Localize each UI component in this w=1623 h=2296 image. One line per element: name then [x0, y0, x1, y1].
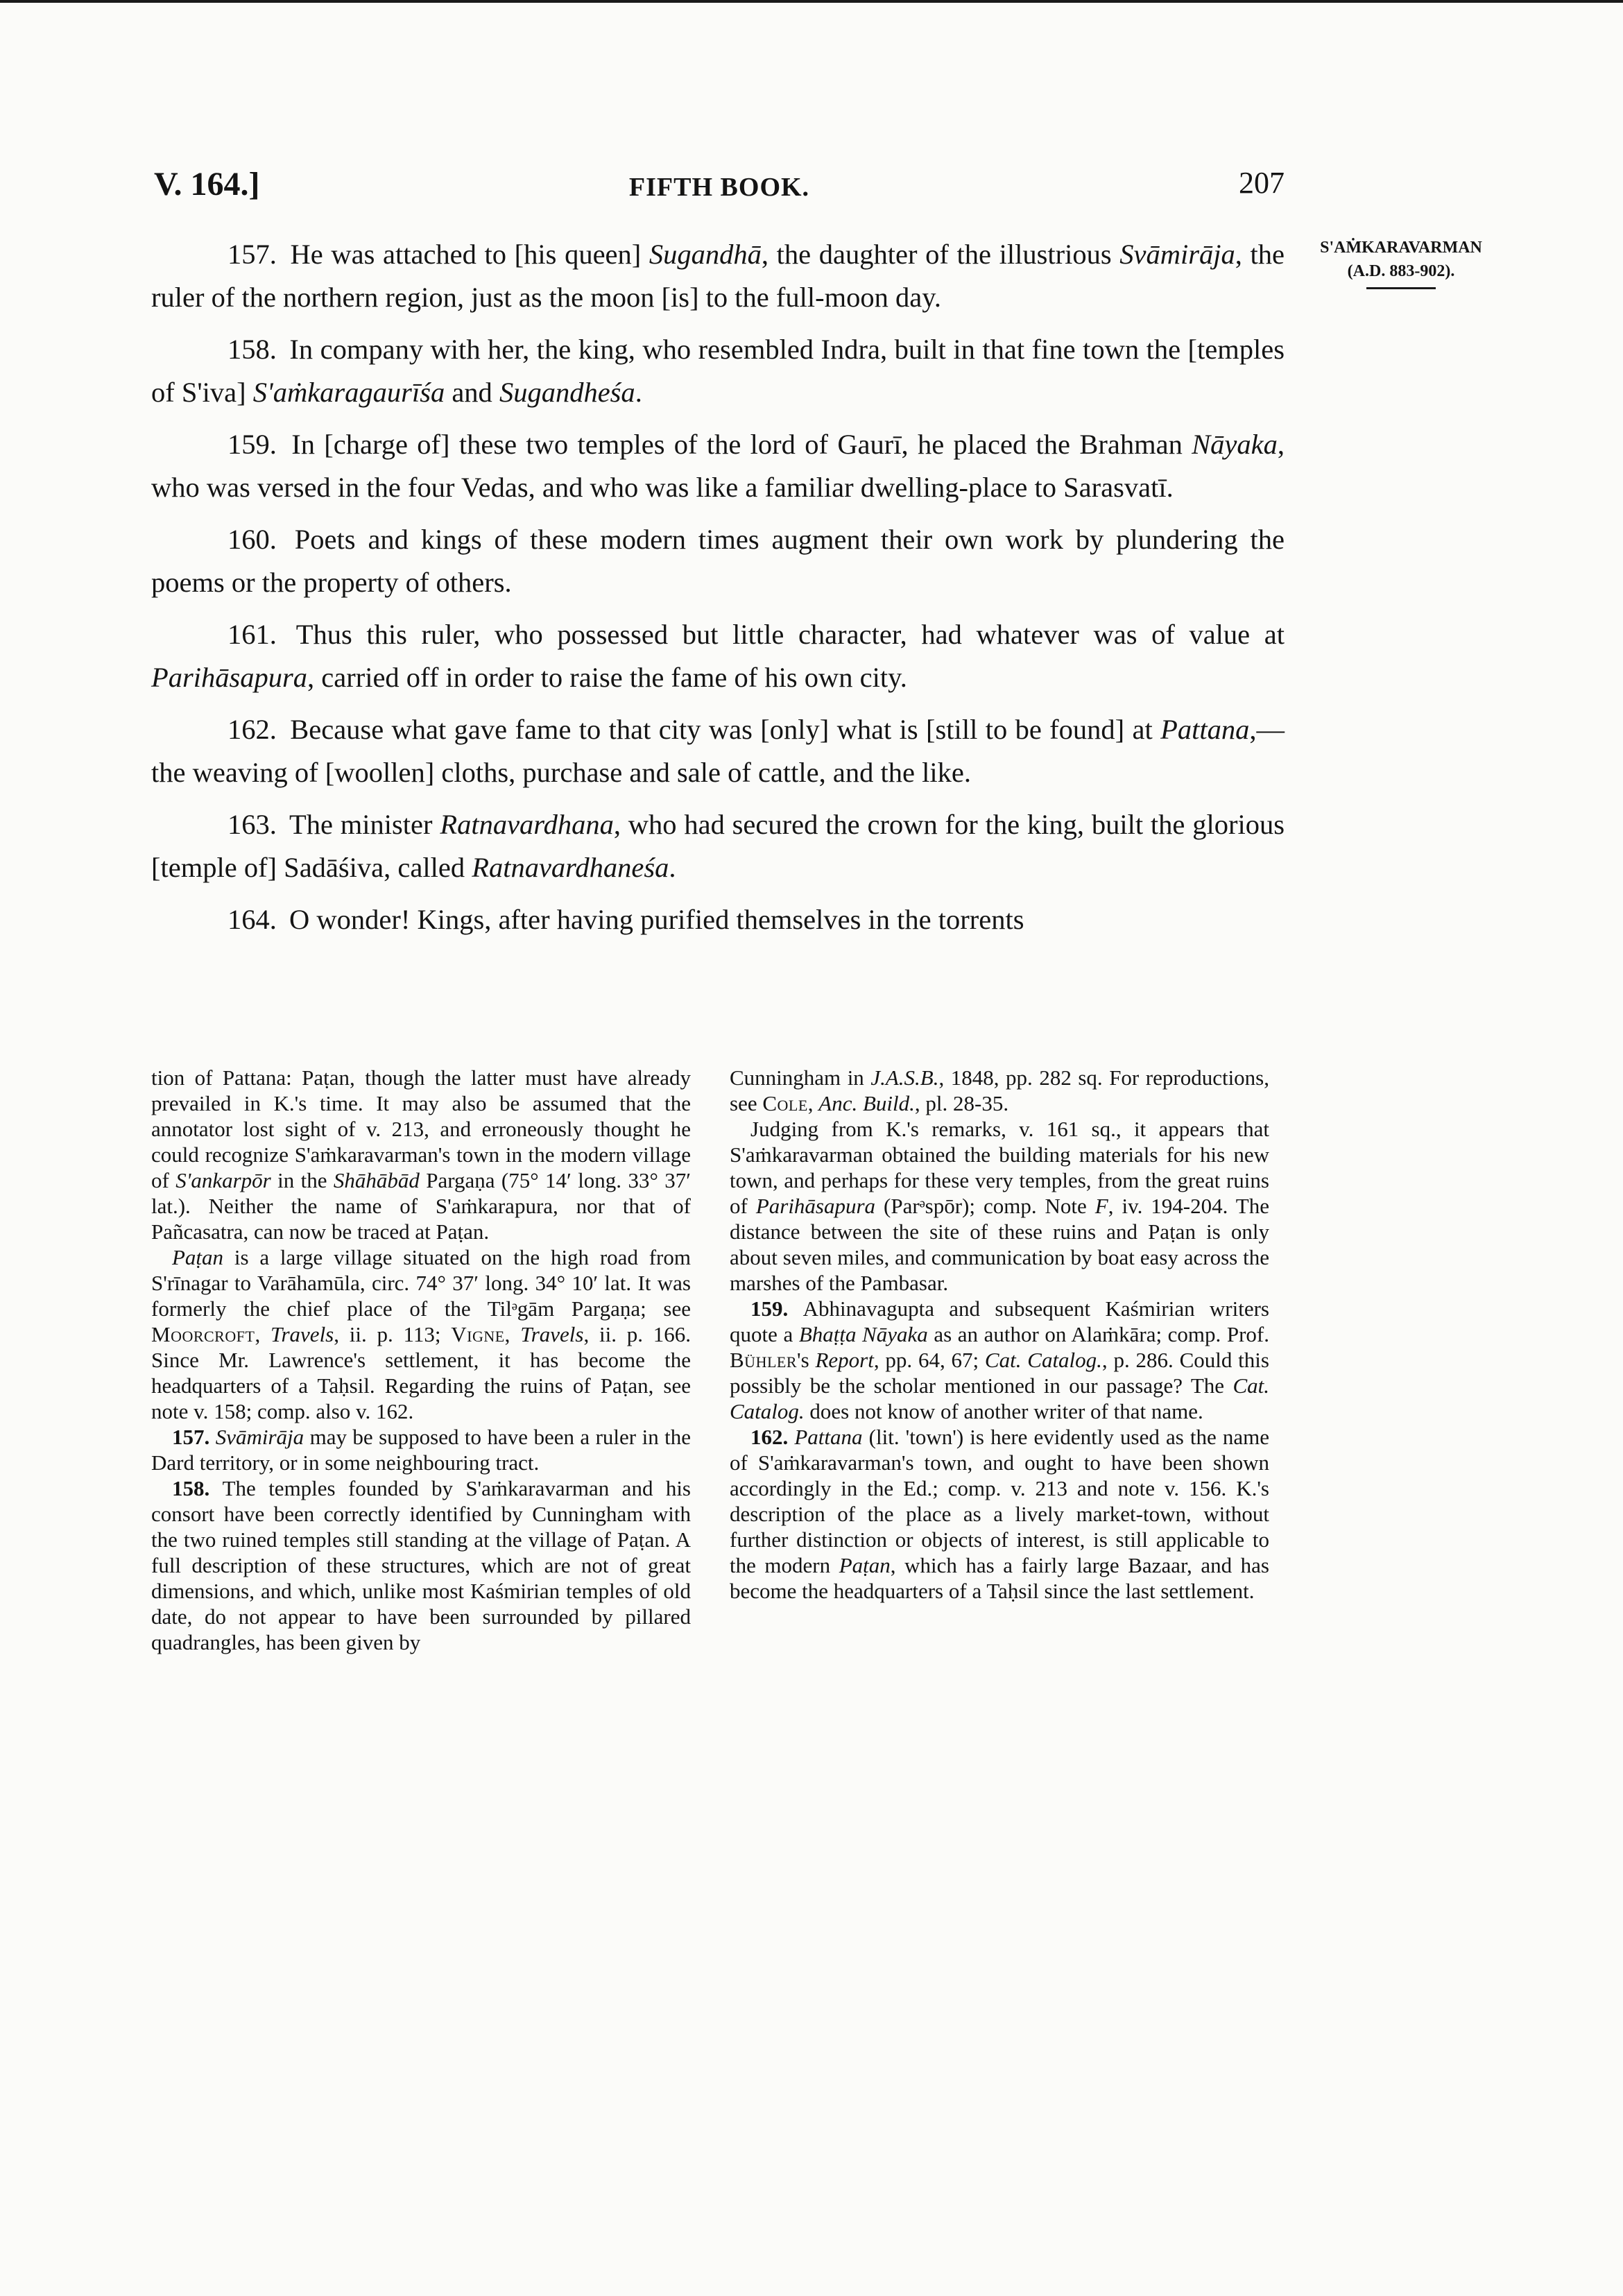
- book-title: FIFTH BOOK.: [628, 173, 810, 202]
- page-number: 207: [1239, 166, 1285, 200]
- main-text: [151, 233, 1285, 951]
- note-number: 157.: [172, 1425, 216, 1449]
- verse-number: 157.: [227, 239, 277, 270]
- verse-text: O wonder! Kings, after having purified themselves in the torrents: [289, 904, 1024, 935]
- verse-number: 163.: [227, 809, 277, 840]
- note-text: Paṭan is a large village situated on the high road from S'rīnagar to Varāhamūla, circ. 74° 37′ long. 34° 10′ lat. It was formerly the chief place of the Tilᵊgām Pargaṇa; see Moorcroft, Travels, ii. p. 113; Vigne, Travels, ii. p. 166. Since Mr. Lawrence's settlement, it has become the headquarters of a Taḥsil. Regarding the ruins of Paṭan, see note v. 158; comp. also v. 162.: [151, 1245, 691, 1423]
- note-text: Abhinavagupta and subsequent Kaśmirian writers quote a Bhaṭṭa Nāyaka as an author on Alaṁkāra; comp. Prof. Bühler's Report, pp. 64, 67; Cat. Catalog., p. 286. Could this possibly be the scholar mentioned in our passage? The Cat. Catalog. does not know of another writer of that name.: [730, 1296, 1270, 1423]
- verse: [151, 708, 1285, 794]
- note-paragraph: [151, 1244, 691, 1424]
- note-number: 158.: [172, 1476, 223, 1500]
- verse-number: 164.: [227, 904, 277, 935]
- verse-text: In [charge of] these two temples of the lord of Gaurī, he placed the Brahman Nāyaka, who was versed in the four Vedas, and who was like a familiar dwelling-place to Sarasvatī.: [151, 429, 1285, 503]
- notes-left-column: [151, 1065, 691, 1655]
- note-number: 162.: [750, 1425, 795, 1449]
- verse: [151, 803, 1285, 889]
- notes-right-column: [730, 1065, 1269, 1604]
- section-reference: V. 164.]: [154, 166, 260, 203]
- verse-text: In company with her, the king, who resembled Indra, built in that fine town the [temples of S'iva] S'aṁkaragaurīśa and Sugandheśa.: [151, 334, 1285, 408]
- top-border-rule: [0, 0, 1623, 3]
- note-paragraph: [151, 1065, 691, 1244]
- verse-number: 162.: [227, 714, 277, 745]
- verse: [151, 328, 1285, 413]
- note-text: Cunningham in J.A.S.B., 1848, pp. 282 sq. For reproductions, see Cole, Anc. Build., pl. 28-35.: [730, 1065, 1269, 1115]
- note-text: The temples founded by S'aṁkaravarman and his consort have been correctly identified by Cunningham with the two ruined temples still standing at the village of Paṭan. A full description of these structures, which are not of great dimensions, and which, unlike most Kaśmirian temples of old date, do not appear to have been surrounded by pillared quadrangles, has been given by: [151, 1476, 691, 1654]
- margin-note-rule: [1366, 287, 1436, 289]
- note-text: Pattana (lit. 'town') is here evidently used as the name of S'aṁkaravarman's town, and ought to have been shown accordingly in the Ed.; comp. v. 213 and note v. 156. K.'s description of the place as a lively market-town, without further distinction or objects of interest, is still applicable to the modern Paṭan, which has a fairly large Bazaar, and has become the headquarters of a Taḥsil since the last settlement.: [730, 1425, 1270, 1603]
- note-paragraph: [730, 1065, 1269, 1116]
- verse-number: 160.: [227, 524, 277, 555]
- note-text: tion of Pattana: Paṭan, though the latter must have already prevailed in K.'s time. It may also be assumed that the annotator lost sight of v. 213, and erroneously thought he could recognize S'aṁkaravarman's town in the modern village of S'ankarpōr in the Shāhābād Pargaṇa (75° 14′ long. 33° 37′ lat.). Neither the name of S'aṁkarapura, nor that of Pañcasatra, can now be traced at Paṭan.: [151, 1065, 692, 1244]
- note-paragraph: [151, 1475, 691, 1655]
- note-paragraph: [730, 1296, 1269, 1424]
- margin-note-dates: (A.D. 883-902).: [1347, 262, 1455, 280]
- note-text: Judging from K.'s remarks, v. 161 sq., it appears that S'aṁkaravarman obtained the building materials for his new town, and perhaps for these very temples, from the great ruins of Parihāsapura (Parᵊspōr); comp. Note F, iv. 194-204. The distance between the site of these ruins and Paṭan is only about seven miles, and communication by boat easy across the marshes of the Pambasar.: [730, 1117, 1269, 1295]
- verse-number: 161.: [227, 619, 277, 650]
- note-paragraph: [730, 1116, 1269, 1296]
- note-paragraph: [151, 1424, 691, 1475]
- verse: [151, 898, 1285, 941]
- margin-note-name: S'AṀKARAVARMAN: [1320, 239, 1482, 257]
- note-text: Svāmirāja may be supposed to have been a ruler in the Dard territory, or in some neighbouring tract.: [151, 1425, 692, 1475]
- verse: [151, 233, 1285, 318]
- verse-text: He was attached to [his queen] Sugandhā, the daughter of the illustrious Svāmirāja, the ruler of the northern region, just as the moon [is] to the full-moon day.: [151, 239, 1285, 313]
- note-number: 159.: [750, 1296, 803, 1321]
- margin-note: [1311, 236, 1491, 289]
- verse-number: 159.: [227, 429, 277, 460]
- verse: [151, 613, 1285, 699]
- page-header: [154, 165, 1285, 214]
- verse: [151, 518, 1285, 603]
- verse: [151, 423, 1285, 508]
- verse-text: Because what gave fame to that city was [only] what is [still to be found] at Pattana,—the weaving of [woollen] cloths, purchase and sale of cattle, and the like.: [151, 714, 1285, 788]
- verse-number: 158.: [227, 334, 277, 365]
- verse-text: The minister Ratnavardhana, who had secured the crown for the king, built the glorious [temple of] Sadāśiva, called Ratnavardhaneśa.: [151, 809, 1285, 883]
- verse-text: Thus this ruler, who possessed but little character, had whatever was of value at Parihāsapura, carried off in order to raise the fame of his own city.: [151, 619, 1285, 693]
- verse-text: Poets and kings of these modern times augment their own work by plundering the poems or the property of others.: [151, 524, 1285, 598]
- note-paragraph: [730, 1424, 1269, 1604]
